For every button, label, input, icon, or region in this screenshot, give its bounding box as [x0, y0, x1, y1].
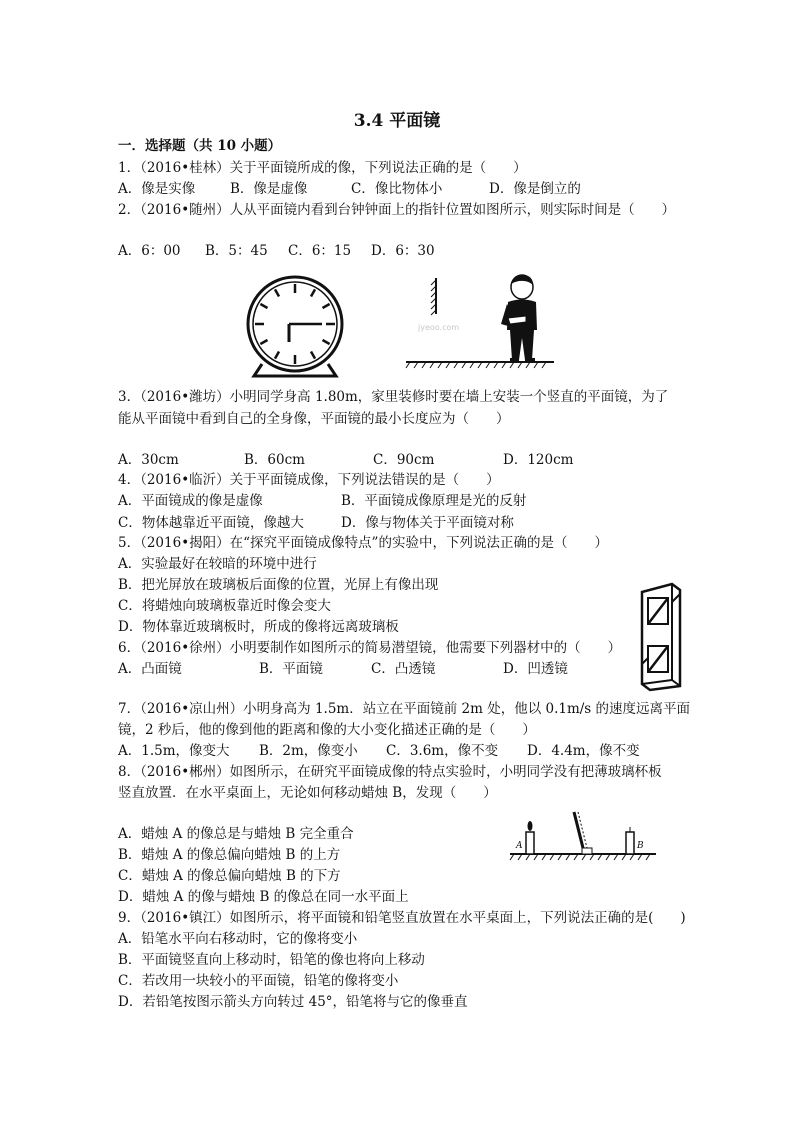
- q4-option-c: C．物体越靠近平面镜，像越大: [118, 515, 304, 531]
- q7-option-a: A．1.5m，像变大: [118, 743, 230, 759]
- q4-option-a: A．平面镜成的像是虚像: [118, 493, 263, 509]
- watermark-text: jyeoo.com: [418, 323, 460, 332]
- q2-option-d: D．6：30: [371, 243, 435, 259]
- q6-option-a: A．凸面镜: [118, 661, 182, 677]
- q8-stem-line1: 8．（2016•郴州）如图所示，在研究平面镜成像的特点实验时，小明同学没有把薄玻璃杯板: [118, 764, 662, 780]
- q3-option-c: C．90cm: [373, 452, 435, 468]
- q8-option-c: C．蜡烛 A 的像总偏向蜡烛 B 的下方: [118, 868, 341, 884]
- q9-option-b: B．平面镜竖直向上移动时，铅笔的像也将向上移动: [118, 952, 425, 968]
- q6-stem: 6．（2016•徐州）小明要制作如图所示的简易潜望镜，他需要下列器材中的（ ）: [118, 640, 622, 656]
- q3-option-b: B．60cm: [244, 452, 305, 468]
- q7-stem-line2: 镜，2 秒后，他的像到他的距离和像的大小变化描述正确的是（ ）: [118, 722, 536, 738]
- q2-option-c: C．6：15: [288, 243, 352, 259]
- q9-option-a: A．铅笔水平向右移动时，它的像将变小: [118, 931, 358, 947]
- q2-option-a: A．6：00: [118, 243, 181, 259]
- q6-option-d: D．凹透镜: [503, 661, 568, 677]
- page-title: 3.4 平面镜: [353, 111, 441, 131]
- q7-option-d: D．4.4m，像不变: [527, 743, 640, 759]
- section-heading: 一．选择题（共 10 小题）: [118, 138, 282, 154]
- q3-option-d: D．120cm: [503, 452, 574, 468]
- q5-stem: 5．（2016•揭阳）在“探究平面镜成像特点”的实验中，下列说法正确的是（ ）: [118, 535, 608, 551]
- candle-b-label: B: [637, 841, 644, 851]
- q6-option-c: C．凸透镜: [371, 661, 436, 677]
- q7-option-b: B．2m，像变小: [259, 743, 358, 759]
- q1-option-b: B．像是虚像: [230, 181, 308, 197]
- q8-option-a: A．蜡烛 A 的像总是与蜡烛 B 完全重合: [118, 826, 354, 842]
- q8-stem-line2: 竖直放置．在水平桌面上，无论如何移动蜡烛 B，发现（ ）: [118, 785, 497, 801]
- q1-option-a: A．像是实像: [118, 181, 196, 197]
- q5-option-b: B．把光屏放在玻璃板后面像的位置，光屏上有像出现: [118, 577, 439, 593]
- q3-option-a: A．30cm: [118, 452, 179, 468]
- q4-option-d: D．像与物体关于平面镜对称: [341, 515, 514, 531]
- person-mirror-figure: [404, 272, 556, 378]
- q4-stem: 4．（2016•临沂）关于平面镜成像，下列说法错误的是（ ）: [118, 472, 500, 488]
- q3-stem-line1: 3．（2016•潍坊）小明同学身高 1.80m，家里装修时要在墙上安装一个竖直的平面镜，为了: [118, 389, 669, 405]
- q1-option-c: C．像比物体小: [351, 181, 443, 197]
- q6-option-b: B．平面镜: [259, 661, 323, 677]
- q1-stem: 1．（2016•桂林）关于平面镜所成的像，下列说法正确的是（ ）: [118, 160, 527, 176]
- q2-option-b: B．5：45: [205, 243, 268, 259]
- q7-stem-line1: 7．（2016•凉山州）小明身高为 1.5m．站立在平面镜前 2m 处，他以 0.1m/s 的速度远离平面: [118, 701, 691, 717]
- q9-stem: 9．（2016•镇江）如图所示，将平面镜和铅笔竖直放置在水平桌面上，下列说法正确的是( ): [118, 910, 686, 926]
- q5-option-a: A．实验最好在较暗的环境中进行: [118, 556, 317, 572]
- q7-option-c: C．3.6m，像不变: [386, 743, 499, 759]
- clock-figure: [240, 272, 350, 380]
- q4-option-b: B．平面镜成像原理是光的反射: [341, 493, 527, 509]
- q9-option-c: C．若改用一块较小的平面镜，铅笔的像将变小: [118, 973, 399, 989]
- candle-a-label: A: [516, 841, 523, 851]
- q9-option-d: D．若铅笔按图示箭头方向转过 45°，铅笔将与它的像垂直: [118, 994, 468, 1010]
- q8-option-d: D．蜡烛 A 的像与蜡烛 B 的像总在同一水平面上: [118, 889, 409, 905]
- q5-option-c: C．将蜡烛向玻璃板靠近时像会变大: [118, 598, 331, 614]
- q3-stem-line2: 能从平面镜中看到自己的全身像，平面镜的最小长度应为（ ）: [118, 411, 510, 427]
- q8-option-b: B．蜡烛 A 的像总偏向蜡烛 B 的上方: [118, 847, 341, 863]
- q5-option-d: D．物体靠近玻璃板时，所成的像将远离玻璃板: [118, 619, 399, 635]
- q1-option-d: D．像是倒立的: [489, 181, 581, 197]
- periscope-figure: [628, 580, 688, 692]
- q2-stem: 2．（2016•随州）人从平面镜内看到台钟钟面上的指针位置如图所示，则实际时间是（ ）: [118, 202, 676, 218]
- candle-glass-figure: [508, 808, 658, 866]
